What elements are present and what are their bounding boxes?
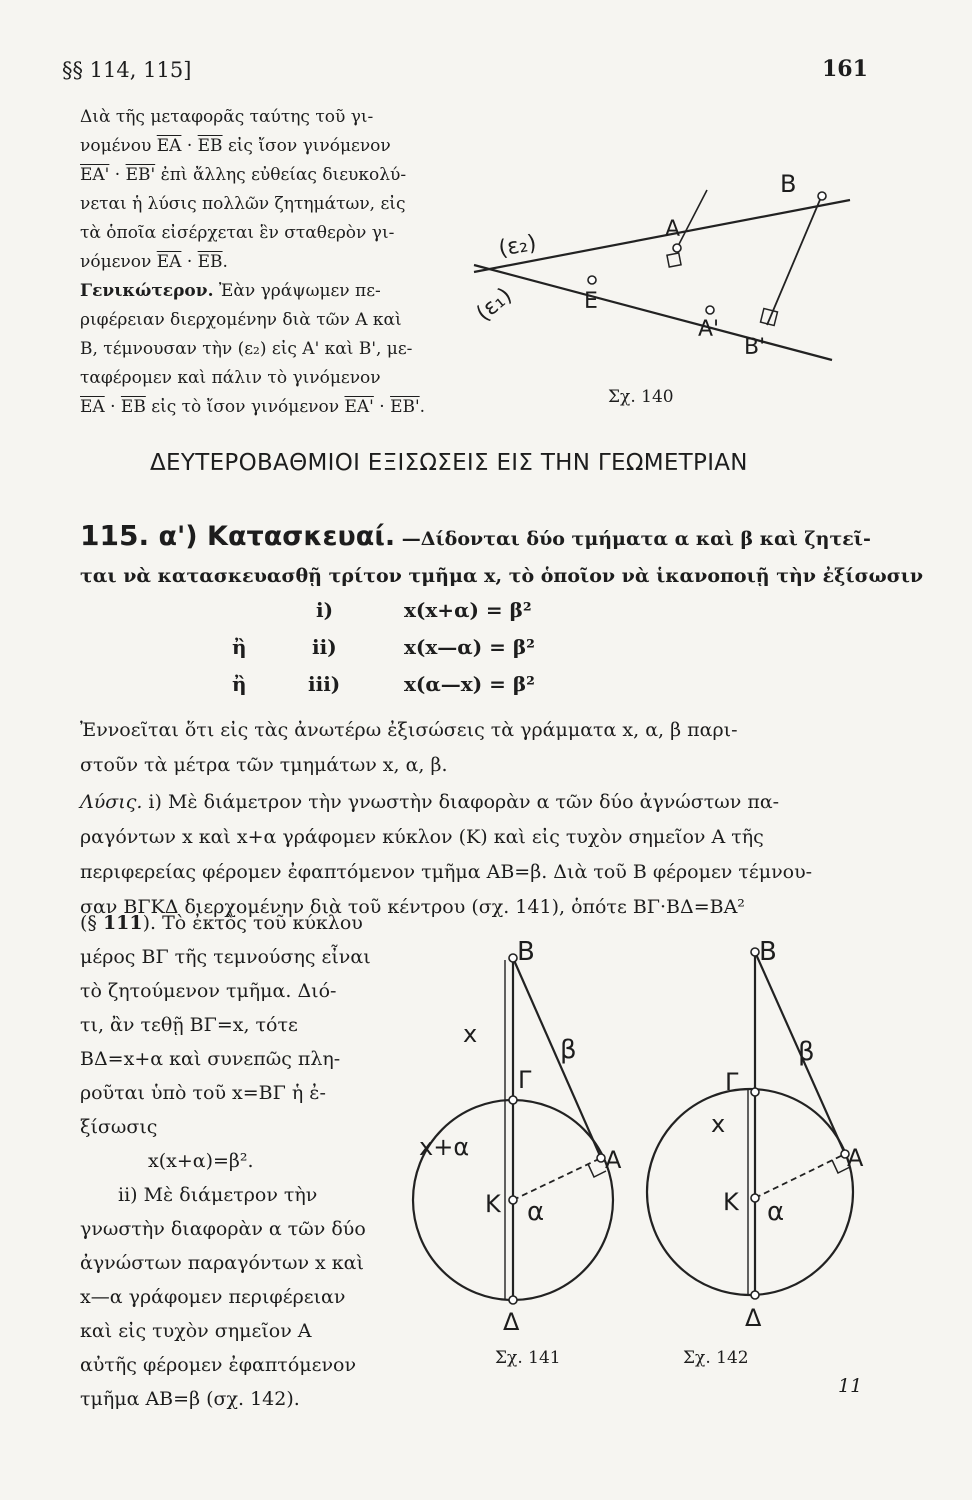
label-g-141: Γ (518, 1066, 532, 1094)
point-b-142 (751, 948, 759, 956)
label-e2: (ε₂) (496, 230, 539, 262)
running-header-section: §§ 114, 115] (62, 58, 192, 82)
equation-prefix: ἢ (232, 672, 247, 696)
equation-expr: x(α—x) = β² (404, 672, 535, 696)
point-k-142 (751, 1194, 759, 1202)
label-a1: Α' (698, 317, 720, 342)
section-title: ΔΕΥΤΕΡΟΒΑΘΜΙΟΙ ΕΞΙΣΩΣΕΙΣ ΕΙΣ ΤΗΝ ΓΕΩΜΕΤΡΙΑΝ (150, 450, 748, 476)
column-line: x—α γράφομεν περιφέρειαν (80, 1286, 346, 1308)
solution-column (80, 906, 400, 1416)
right-angle-mark-b (761, 309, 778, 326)
label-beta-141: β (560, 1035, 577, 1065)
right-angle-141 (588, 1164, 606, 1177)
solution-paragraph (80, 785, 880, 925)
label-alpha-142: α (767, 1197, 785, 1227)
column-line: (§ 111). Τὸ ἐκτὸς τοῦ κύκλου (80, 912, 363, 934)
point-d-141 (509, 1296, 517, 1304)
label-x-141: x (463, 1020, 478, 1048)
intro-paragraph (80, 103, 440, 422)
caption-fig-140: Σχ. 140 (608, 387, 674, 407)
point-a-141 (597, 1154, 605, 1162)
label-g-142: Γ (725, 1068, 739, 1096)
figure-142 (647, 937, 864, 1332)
column-line: καὶ εἰς τυχὸν σημεῖον Α (80, 1320, 312, 1342)
note-paragraph (80, 713, 880, 783)
solution-line: Λύσις. i) Μὲ διάμετρον τὴν γνωστὴν διαφορὰν α τῶν δύο ἀγνώστων πα- (80, 791, 780, 813)
label-e: Ε (584, 289, 598, 314)
column-line: αὐτῆς φέρομεν ἐφαπτόμενον (80, 1354, 356, 1376)
intro-line: νόμενον $\overline{EA} \cdot \overline{EB}$. (80, 252, 228, 272)
line-e2 (474, 265, 832, 360)
label-x-142: x (711, 1110, 726, 1138)
label-xa-141: x+α (419, 1133, 470, 1161)
intro-line: τὰ ὁποῖα εἰσέρχεται ἓν σταθερὸν γι- (80, 223, 395, 243)
equation-expr: x(x—α) = β² (404, 635, 535, 659)
point-e (588, 276, 596, 284)
column-line: τὸ ζητούμενον τμῆμα. Διό- (80, 980, 337, 1002)
intro-line: Διὰ τῆς μεταφορᾶς ταύτης τοῦ γι- (80, 107, 374, 127)
column-line: ξίσωσις (80, 1116, 158, 1138)
figures-141-142 (405, 930, 905, 1350)
intro-line: ριφέρειαν διερχομένην διὰ τῶν Α καὶ (80, 310, 402, 330)
problem-statement (80, 517, 924, 595)
equation-number: iii) (308, 672, 341, 696)
caption-fig-141: Σχ. 141 (495, 1348, 561, 1368)
point-a1 (706, 306, 714, 314)
problem-line: 115. α') Κατασκευαί. —Δίδονται δύο τμήματα α καὶ β καὶ ζητεῖ- (80, 519, 871, 552)
intro-line: Β, τέμνουσαν τὴν (ε₂) εἰς Α' καὶ Β', με- (80, 339, 413, 359)
label-b-141: Β (517, 937, 535, 967)
point-a (673, 244, 681, 252)
column-line: μέρος ΒΓ τῆς τεμνούσης εἶναι (80, 946, 371, 968)
point-k-141 (509, 1196, 517, 1204)
intro-line: Γενικώτερον. Ἐὰν γράψωμεν πε- (80, 281, 381, 301)
label-d-142: Δ (745, 1304, 762, 1332)
column-line: ἀγνώστων παραγόντων x καὶ (80, 1252, 364, 1274)
solution-line: σαν ΒΓΚΔ διερχομένην διὰ τοῦ κέντρου (σχ. 141), ὁπότε ΒΓ·ΒΔ=ΒΑ² (80, 896, 745, 918)
label-k-141: Κ (485, 1190, 501, 1218)
segment-ab (677, 190, 707, 248)
column-line: ΒΔ=x+α καὶ συνεπῶς πλη- (80, 1048, 341, 1070)
caption-fig-142: Σχ. 142 (683, 1348, 749, 1368)
column-line: τι, ἂν τεθῇ ΒΓ=x, τότε (80, 1014, 298, 1036)
column-line: ii) Μὲ διάμετρον τὴν (118, 1184, 318, 1206)
column-line: γνωστὴν διαφορὰν α τῶν δύο (80, 1218, 366, 1240)
label-k-142: Κ (723, 1188, 739, 1216)
equation-expr: x(x+α) = β² (404, 598, 532, 622)
solution-line: περιφερείας φέρομεν ἐφαπτόμενον τμῆμα ΑΒ=β. Διὰ τοῦ Β φέρομεν τέμνου- (80, 861, 813, 883)
right-angle-mark-a (667, 253, 681, 267)
circle-k-142 (647, 1089, 853, 1295)
label-e1: (ε₁) (472, 283, 517, 327)
equation-number: i) (316, 598, 334, 622)
label-d-141: Δ (503, 1308, 520, 1336)
intro-line: ταφέρομεν καὶ πάλιν τὸ γινόμενον (80, 368, 381, 388)
equation-prefix: ἢ (232, 635, 247, 659)
intro-line: νεται ἡ λύσις πολλῶν ζητημάτων, εἰς (80, 194, 406, 214)
figure-141 (413, 937, 622, 1336)
note-line: Ἐννοεῖται ὅτι εἰς τὰς ἀνωτέρω ἐξισώσεις τὰ γράμματα x, α, β παρι- (80, 719, 738, 741)
point-b-141 (509, 954, 517, 962)
point-g-141 (509, 1096, 517, 1104)
solution-line: ραγόντων x καὶ x+α γράφομεν κύκλον (Κ) καὶ εἰς τυχὸν σημεῖον Α τῆς (80, 826, 764, 848)
point-d-142 (751, 1291, 759, 1299)
label-a: Α (665, 217, 681, 242)
point-g-142 (751, 1088, 759, 1096)
problem-line: ται νὰ κατασκευασθῇ τρίτον τμῆμα x, τὸ ὁποῖον νὰ ἱκανοποιῇ τὴν ἐξίσωσιν (80, 565, 924, 587)
signature-mark: 11 (838, 1375, 863, 1397)
label-beta-142: β (798, 1037, 815, 1067)
label-alpha-141: α (527, 1197, 545, 1227)
point-b (818, 192, 826, 200)
label-a-141: Α (605, 1146, 622, 1174)
intro-line: $\overline{EA} \cdot \overline{EB}$ εἰς τὸ ἴσον γινόμενον ΕΑ' · ΕΒ'. (80, 397, 426, 417)
column-line: ροῦται ὑπὸ τοῦ x=ΒΓ ἡ ἐ- (80, 1082, 326, 1104)
intro-line: νομένου $\overline{EA} \cdot \overline{EB}$ εἰς ἴσον γινόμενον (80, 136, 391, 156)
note-line: στοῦν τὰ μέτρα τῶν τμημάτων x, α, β. (80, 754, 448, 776)
label-b1: Β' (744, 335, 766, 360)
label-a-142: Α (847, 1144, 864, 1172)
column-line: τμῆμα ΑΒ=β (σχ. 142). (80, 1388, 300, 1410)
label-b: Β (780, 170, 797, 198)
intro-line: ΕΑ' · ΕΒ' ἐπὶ ἄλλης εὐθείας διευκολύ- (80, 165, 407, 185)
page-number: 161 (822, 56, 868, 82)
tangent-ab-141 (513, 958, 601, 1158)
column-line: x(x+α)=β². (148, 1150, 254, 1172)
figure-140 (472, 160, 852, 375)
label-b-142: Β (759, 937, 777, 967)
equation-number: ii) (312, 635, 337, 659)
